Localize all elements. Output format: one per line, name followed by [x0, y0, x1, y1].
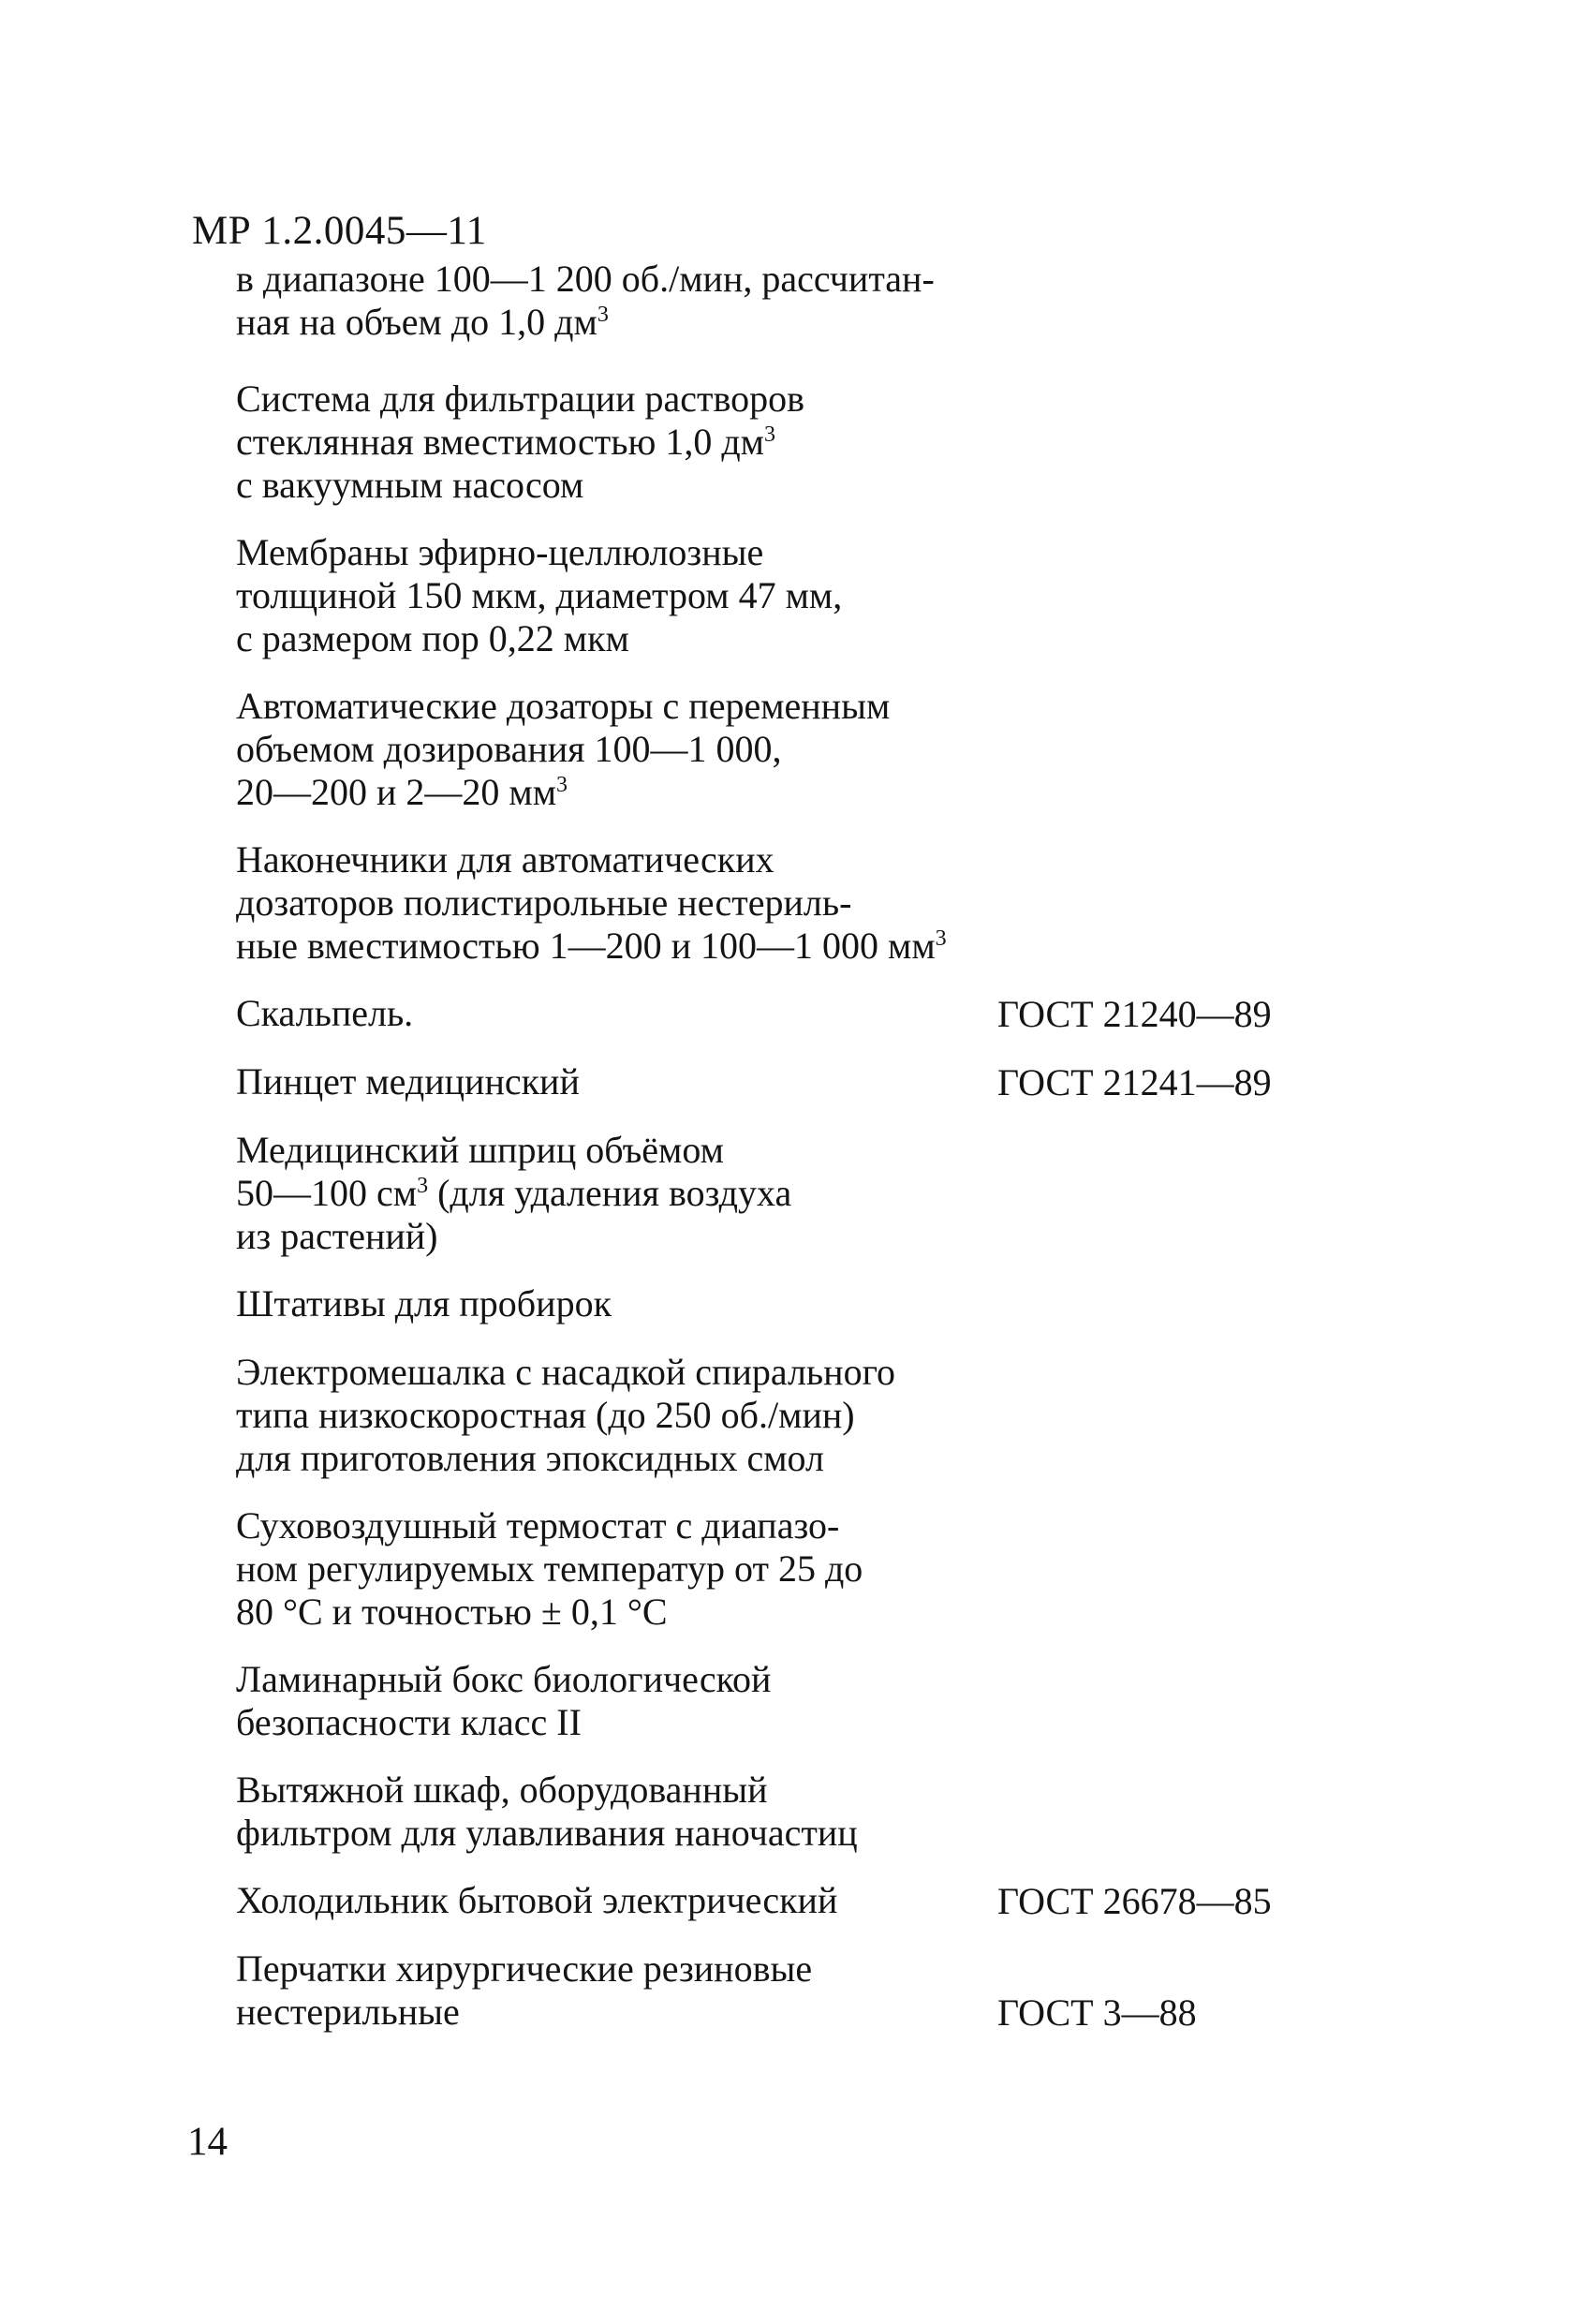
equipment-item-13 [236, 1769, 1341, 1855]
equipment-item-11 [236, 1504, 1341, 1634]
item-line: 80 °С и точностью ± 0,1 °С [236, 1591, 668, 1633]
item-line: Вытяжной шкаф, оборудованный [236, 1769, 768, 1811]
superscript: 3 [556, 773, 568, 797]
superscript: 3 [597, 303, 609, 327]
item-line: Суховоздушный термостат с диапазо- [236, 1504, 840, 1547]
equipment-item-12 [236, 1658, 1341, 1744]
item-line: ные вместимостью 1—200 и 100—1 000 $мм^3$ [236, 925, 947, 967]
superscript: 3 [763, 422, 775, 447]
item-line: ная на объем до 1,0 $дм^3$ [236, 301, 609, 343]
item-line: Автоматические дозаторы с переменным [236, 685, 891, 727]
item-line: нестерильные [236, 1991, 460, 2033]
item-line: Холодильник бытовой электрический [236, 1879, 838, 1921]
item-line: в диапазоне 100—1 200 об./мин, рассчитан- [236, 258, 935, 300]
item-line: Электромешалка с насадкой спирального [236, 1351, 895, 1393]
item-line: Наконечники для автоматических [236, 838, 774, 881]
item-line: с размером пор 0,22 мкм [236, 617, 629, 659]
gost-reference: ГОСТ 26678—85 [997, 1880, 1272, 1922]
document-code: МР 1.2.0045—11 [192, 209, 487, 253]
equipment-item-3 [236, 531, 1341, 660]
superscript: 3 [417, 1174, 429, 1198]
equipment-item-8 [236, 1129, 1341, 1258]
item-line: Система для фильтрации растворов [236, 377, 805, 420]
item-line: Мембраны эфирно-целлюлозные [236, 531, 764, 573]
item-line: из растений) [236, 1215, 438, 1257]
item-line: Ламинарный бокс биологической [236, 1658, 772, 1700]
equipment-item-2 [236, 377, 1341, 507]
gost-reference: ГОСТ 21241—89 [997, 1061, 1272, 1103]
item-line: для приготовления эпоксидных смол [236, 1437, 824, 1479]
item-line: стеклянная вместимостью 1,0 $дм^3$ [236, 421, 775, 463]
item-line: 50—100 $см^3$ (для удаления воздуха [236, 1172, 792, 1214]
item-line: дозаторов полистирольные нестериль- [236, 881, 852, 924]
equipment-item-5 [236, 838, 1341, 968]
item-line: толщиной 150 мкм, диаметром 47 мм, [236, 574, 843, 616]
item-line: Скальпель. [236, 992, 414, 1034]
item-line: с вакуумным насосом [236, 464, 584, 506]
equipment-item-10 [236, 1351, 1341, 1480]
gost-reference: ГОСТ 21240—89 [997, 993, 1272, 1035]
equipment-item-4 [236, 685, 1341, 814]
gost-reference: ГОСТ 3—88 [997, 1991, 1197, 2034]
item-line: Перчатки хирургические резиновые [236, 1947, 813, 1990]
item-line: безопасности класс II [236, 1701, 582, 1743]
item-line: Медицинский шприц объёмом [236, 1129, 724, 1171]
item-line: типа низкоскоростная (до 250 об./мин) [236, 1394, 855, 1436]
item-line: Штативы для пробирок [236, 1282, 612, 1325]
equipment-item-1 [236, 258, 1341, 344]
item-line: 20—200 и 2—20 $мм^3$ [236, 771, 568, 813]
equipment-item-9 [236, 1282, 1341, 1325]
item-line: объемом дозирования 100—1 000, [236, 728, 782, 770]
page-number: 14 [187, 2120, 228, 2164]
item-line: фильтром для улавливания наночастиц [236, 1812, 858, 1854]
item-line: Пинцет медицинский [236, 1060, 580, 1103]
superscript: 3 [935, 926, 947, 951]
item-line: ном регулируемых температур от 25 до [236, 1547, 863, 1590]
